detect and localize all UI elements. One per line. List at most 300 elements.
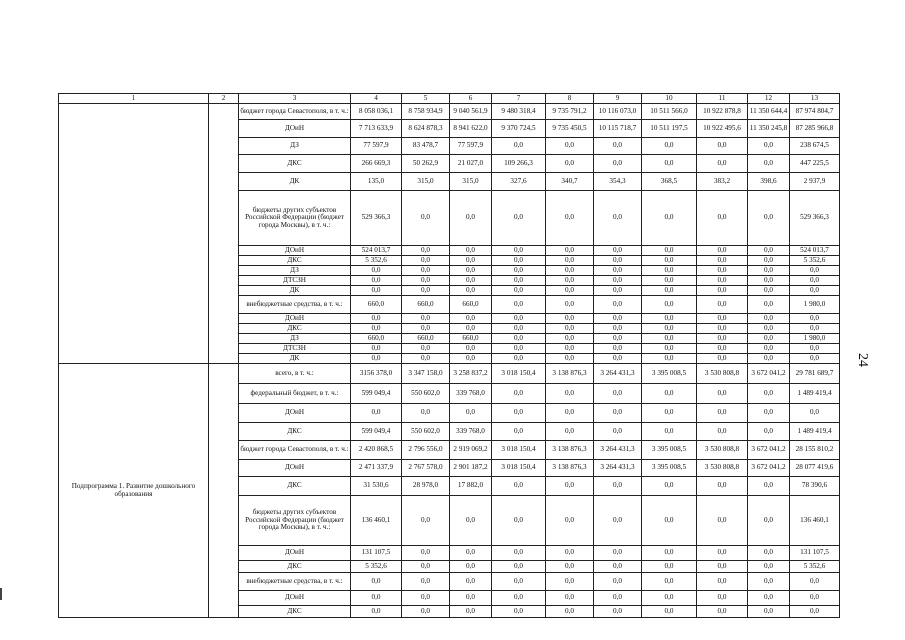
year-value-cell: 0,0	[492, 477, 546, 496]
year-value-cell: 266 669,3	[351, 155, 402, 173]
funding-source-cell: ДКС	[239, 561, 351, 573]
year-value-cell: 0,0	[748, 334, 790, 344]
year-value-cell: 0,0	[546, 138, 594, 155]
year-value-cell: 0,0	[546, 561, 594, 573]
year-value-cell: 0,0	[697, 496, 748, 546]
program-name-cell	[59, 104, 209, 364]
year-value-cell: 0,0	[697, 354, 748, 364]
year-value-cell: 0,0	[402, 246, 450, 256]
total-value-cell: 0,0	[790, 573, 840, 591]
year-value-cell: 529 366,3	[351, 191, 402, 246]
year-value-cell: 77 597,9	[450, 138, 492, 155]
year-value-cell: 0,0	[492, 606, 546, 618]
year-value-cell: 3 530 808,8	[697, 364, 748, 384]
year-value-cell: 0,0	[492, 276, 546, 286]
year-value-cell: 0,0	[546, 404, 594, 423]
year-value-cell: 0,0	[697, 561, 748, 573]
year-value-cell: 0,0	[402, 546, 450, 561]
funding-source-cell: ДОиН	[239, 404, 351, 423]
year-value-cell: 0,0	[351, 591, 402, 606]
year-value-cell: 0,0	[492, 314, 546, 324]
year-value-cell: 0,0	[697, 324, 748, 334]
year-value-cell: 3 138 876,3	[546, 460, 594, 477]
year-value-cell: 0,0	[594, 404, 642, 423]
year-value-cell: 0,0	[492, 354, 546, 364]
year-value-cell: 0,0	[402, 324, 450, 334]
total-value-cell: 524 013,7	[790, 246, 840, 256]
header-cell: 9	[594, 94, 642, 104]
year-value-cell: 0,0	[594, 324, 642, 334]
header-cell: 12	[748, 94, 790, 104]
year-value-cell: 0,0	[402, 286, 450, 296]
year-value-cell: 0,0	[546, 334, 594, 344]
year-value-cell: 0,0	[546, 546, 594, 561]
total-value-cell: 1 980,0	[790, 334, 840, 344]
total-value-cell: 5 352,6	[790, 561, 840, 573]
year-value-cell: 0,0	[450, 496, 492, 546]
year-value-cell: 77 597,9	[351, 138, 402, 155]
year-value-cell: 8 758 934,9	[402, 104, 450, 120]
year-value-cell: 0,0	[450, 286, 492, 296]
year-value-cell: 0,0	[546, 155, 594, 173]
total-value-cell: 1 489 419,4	[790, 423, 840, 441]
header-cell: 6	[450, 94, 492, 104]
year-value-cell: 0,0	[492, 496, 546, 546]
funding-source-cell: всего, в т. ч.:	[239, 364, 351, 384]
year-value-cell: 0,0	[697, 423, 748, 441]
funding-source-cell: бюджеты других субъектов Российской Федерации (бюджет города Москвы), в т. ч.:	[239, 191, 351, 246]
year-value-cell: 131 107,5	[351, 546, 402, 561]
year-value-cell: 0,0	[492, 296, 546, 314]
total-value-cell: 0,0	[790, 314, 840, 324]
year-value-cell: 0,0	[642, 404, 697, 423]
year-value-cell: 368,5	[642, 173, 697, 191]
year-value-cell: 0,0	[546, 496, 594, 546]
year-value-cell: 0,0	[594, 344, 642, 354]
year-value-cell: 0,0	[450, 561, 492, 573]
year-value-cell: 5 352,6	[351, 561, 402, 573]
year-value-cell: 0,0	[594, 155, 642, 173]
year-value-cell: 0,0	[402, 191, 450, 246]
year-value-cell: 0,0	[450, 546, 492, 561]
year-value-cell: 0,0	[642, 191, 697, 246]
year-value-cell: 0,0	[642, 286, 697, 296]
year-value-cell: 0,0	[748, 423, 790, 441]
funding-source-cell: ДТСЗН	[239, 344, 351, 354]
year-value-cell: 9 040 561,9	[450, 104, 492, 120]
year-value-cell: 28 978,0	[402, 477, 450, 496]
funding-source-cell: ДОиН	[239, 246, 351, 256]
total-value-cell: 5 352,6	[790, 256, 840, 266]
year-value-cell: 3 672 041,2	[748, 364, 790, 384]
funding-source-cell: ДКС	[239, 256, 351, 266]
year-value-cell: 0,0	[594, 477, 642, 496]
year-value-cell: 0,0	[594, 384, 642, 404]
year-value-cell: 0,0	[594, 546, 642, 561]
year-value-cell: 0,0	[697, 276, 748, 286]
funding-source-cell: бюджет города Севастополя, в т. ч.:	[239, 441, 351, 460]
year-value-cell: 0,0	[546, 606, 594, 618]
year-value-cell: 0,0	[748, 344, 790, 354]
year-value-cell: 0,0	[351, 404, 402, 423]
year-value-cell: 0,0	[697, 314, 748, 324]
year-value-cell: 9 480 318,4	[492, 104, 546, 120]
funding-source-cell: ДК	[239, 173, 351, 191]
total-value-cell: 136 460,1	[790, 496, 840, 546]
year-value-cell: 17 882,0	[450, 477, 492, 496]
year-value-cell: 0,0	[402, 404, 450, 423]
year-value-cell: 8 624 878,3	[402, 120, 450, 138]
year-value-cell: 0,0	[748, 477, 790, 496]
year-value-cell: 0,0	[748, 314, 790, 324]
year-value-cell: 3 347 158,0	[402, 364, 450, 384]
year-value-cell: 0,0	[546, 276, 594, 286]
year-value-cell: 0,0	[642, 477, 697, 496]
header-cell: 10	[642, 94, 697, 104]
year-value-cell: 0,0	[697, 573, 748, 591]
year-value-cell: 0,0	[594, 256, 642, 266]
funding-source-cell: ДК	[239, 286, 351, 296]
year-value-cell: 0,0	[594, 423, 642, 441]
year-value-cell: 0,0	[492, 191, 546, 246]
year-value-cell: 0,0	[642, 561, 697, 573]
year-value-cell: 354,3	[594, 173, 642, 191]
total-value-cell: 529 366,3	[790, 191, 840, 246]
year-value-cell: 0,0	[351, 573, 402, 591]
year-value-cell: 0,0	[546, 286, 594, 296]
year-value-cell: 2 901 187,2	[450, 460, 492, 477]
year-value-cell: 3 018 150,4	[492, 441, 546, 460]
total-value-cell: 0,0	[790, 276, 840, 286]
year-value-cell: 315,0	[402, 173, 450, 191]
year-value-cell: 0,0	[697, 591, 748, 606]
year-value-cell: 550 602,0	[402, 384, 450, 404]
year-value-cell: 0,0	[402, 606, 450, 618]
total-value-cell: 0,0	[790, 324, 840, 334]
year-value-cell: 0,0	[492, 246, 546, 256]
year-value-cell: 0,0	[546, 246, 594, 256]
year-value-cell: 0,0	[642, 324, 697, 334]
year-value-cell: 0,0	[351, 314, 402, 324]
header-cell: 3	[239, 94, 351, 104]
year-value-cell: 0,0	[697, 344, 748, 354]
program-name-cell: Подпрограмма 1. Развитие дошкольного образования	[59, 364, 209, 618]
year-value-cell: 0,0	[642, 546, 697, 561]
year-value-cell: 0,0	[546, 324, 594, 334]
year-value-cell: 0,0	[450, 266, 492, 276]
year-value-cell: 0,0	[546, 384, 594, 404]
year-value-cell: 0,0	[748, 354, 790, 364]
funding-source-cell: ДОиН	[239, 546, 351, 561]
year-value-cell: 0,0	[642, 155, 697, 173]
year-value-cell: 0,0	[594, 561, 642, 573]
funding-source-cell: внебюджетные средства, в т. ч.:	[239, 573, 351, 591]
year-value-cell: 383,2	[697, 173, 748, 191]
year-value-cell: 3 530 808,8	[697, 460, 748, 477]
year-value-cell: 0,0	[594, 606, 642, 618]
funding-source-cell: ДОиН	[239, 591, 351, 606]
year-value-cell: 0,0	[642, 256, 697, 266]
year-value-cell: 315,0	[450, 173, 492, 191]
year-value-cell: 3 264 431,3	[594, 364, 642, 384]
header-cell: 4	[351, 94, 402, 104]
total-value-cell: 0,0	[790, 286, 840, 296]
year-value-cell: 3 672 041,2	[748, 441, 790, 460]
year-value-cell: 599 049,4	[351, 384, 402, 404]
year-value-cell: 0,0	[748, 496, 790, 546]
funding-source-cell: бюджет города Севастополя, в т. ч.:	[239, 104, 351, 120]
year-value-cell: 0,0	[546, 266, 594, 276]
year-value-cell: 9 370 724,5	[492, 120, 546, 138]
year-value-cell: 0,0	[697, 384, 748, 404]
year-value-cell: 0,0	[642, 276, 697, 286]
year-value-cell: 0,0	[642, 606, 697, 618]
year-value-cell: 0,0	[594, 591, 642, 606]
year-value-cell: 0,0	[450, 344, 492, 354]
year-value-cell: 524 013,7	[351, 246, 402, 256]
total-value-cell: 0,0	[790, 354, 840, 364]
total-value-cell: 1 489 419,4	[790, 384, 840, 404]
year-value-cell: 0,0	[594, 496, 642, 546]
year-value-cell: 0,0	[642, 354, 697, 364]
year-value-cell: 0,0	[697, 334, 748, 344]
funding-source-cell: ДТСЗН	[239, 276, 351, 286]
funding-source-cell: бюджеты других субъектов Российской Федерации (бюджет города Москвы), в т. ч.:	[239, 496, 351, 546]
year-value-cell: 2 919 069,2	[450, 441, 492, 460]
year-value-cell: 0,0	[351, 276, 402, 286]
year-value-cell: 10 511 197,5	[642, 120, 697, 138]
funding-source-cell: ДК	[239, 354, 351, 364]
year-value-cell: 3 264 431,3	[594, 441, 642, 460]
year-value-cell: 0,0	[492, 546, 546, 561]
year-value-cell: 0,0	[748, 138, 790, 155]
funding-source-cell: ДОиН	[239, 314, 351, 324]
funding-source-cell: внебюджетные средства, в т. ч.:	[239, 296, 351, 314]
funding-source-cell: ДКС	[239, 324, 351, 334]
year-value-cell: 50 262,9	[402, 155, 450, 173]
budget-table	[58, 93, 840, 618]
year-value-cell: 10 922 495,6	[697, 120, 748, 138]
header-row	[59, 94, 840, 104]
year-value-cell: 8 941 622,0	[450, 120, 492, 138]
year-value-cell: 0,0	[492, 384, 546, 404]
year-value-cell: 0,0	[697, 191, 748, 246]
year-value-cell: 0,0	[546, 591, 594, 606]
year-value-cell: 0,0	[642, 591, 697, 606]
year-value-cell: 0,0	[748, 296, 790, 314]
year-value-cell: 2 796 556,0	[402, 441, 450, 460]
year-value-cell: 599 049,4	[351, 423, 402, 441]
column-2-cell	[209, 104, 239, 364]
year-value-cell: 0,0	[748, 384, 790, 404]
funding-source-cell: ДЗ	[239, 138, 351, 155]
year-value-cell: 0,0	[748, 404, 790, 423]
year-value-cell: 339 768,0	[450, 423, 492, 441]
year-value-cell: 0,0	[594, 246, 642, 256]
total-value-cell: 1 980,0	[790, 296, 840, 314]
year-value-cell: 10 115 718,7	[594, 120, 642, 138]
year-value-cell: 3 018 150,4	[492, 364, 546, 384]
header-cell: 2	[209, 94, 239, 104]
year-value-cell: 8 058 036,1	[351, 104, 402, 120]
year-value-cell: 0,0	[450, 354, 492, 364]
year-value-cell: 0,0	[351, 324, 402, 334]
year-value-cell: 3 138 876,3	[546, 441, 594, 460]
year-value-cell: 0,0	[697, 256, 748, 266]
year-value-cell: 660,0	[450, 334, 492, 344]
total-value-cell: 87 974 804,7	[790, 104, 840, 120]
total-value-cell: 0,0	[790, 344, 840, 354]
year-value-cell: 0,0	[748, 256, 790, 266]
year-value-cell: 0,0	[546, 256, 594, 266]
scan-margin-mark	[0, 588, 2, 600]
year-value-cell: 0,0	[642, 496, 697, 546]
year-value-cell: 0,0	[594, 573, 642, 591]
year-value-cell: 0,0	[402, 561, 450, 573]
year-value-cell: 0,0	[492, 573, 546, 591]
column-2-cell	[209, 364, 239, 618]
year-value-cell: 109 266,3	[492, 155, 546, 173]
year-value-cell: 0,0	[450, 591, 492, 606]
year-value-cell: 136 460,1	[351, 496, 402, 546]
total-value-cell: 238 674,5	[790, 138, 840, 155]
year-value-cell: 0,0	[546, 191, 594, 246]
year-value-cell: 2 767 578,0	[402, 460, 450, 477]
year-value-cell: 0,0	[546, 354, 594, 364]
year-value-cell: 3 672 041,2	[748, 460, 790, 477]
year-value-cell: 0,0	[492, 423, 546, 441]
year-value-cell: 3 018 150,4	[492, 460, 546, 477]
funding-source-cell: федеральный бюджет, в т. ч.:	[239, 384, 351, 404]
year-value-cell: 0,0	[402, 496, 450, 546]
header-cell: 7	[492, 94, 546, 104]
year-value-cell: 0,0	[450, 573, 492, 591]
year-value-cell: 0,0	[642, 314, 697, 324]
total-value-cell: 87 285 966,8	[790, 120, 840, 138]
year-value-cell: 0,0	[402, 256, 450, 266]
year-value-cell: 0,0	[492, 561, 546, 573]
year-value-cell: 0,0	[697, 155, 748, 173]
year-value-cell: 0,0	[546, 344, 594, 354]
year-value-cell: 11 350 644,4	[748, 104, 790, 120]
year-value-cell: 0,0	[748, 155, 790, 173]
year-value-cell: 0,0	[642, 334, 697, 344]
year-value-cell: 3 530 808,8	[697, 441, 748, 460]
total-value-cell: 131 107,5	[790, 546, 840, 561]
year-value-cell: 327,6	[492, 173, 546, 191]
year-value-cell: 0,0	[642, 296, 697, 314]
year-value-cell: 3 395 008,5	[642, 441, 697, 460]
year-value-cell: 0,0	[642, 344, 697, 354]
year-value-cell: 0,0	[492, 286, 546, 296]
year-value-cell: 0,0	[450, 256, 492, 266]
year-value-cell: 5 352,6	[351, 256, 402, 266]
year-value-cell: 0,0	[402, 276, 450, 286]
total-value-cell: 0,0	[790, 266, 840, 276]
year-value-cell: 0,0	[594, 314, 642, 324]
year-value-cell: 550 602,0	[402, 423, 450, 441]
year-value-cell: 0,0	[642, 266, 697, 276]
year-value-cell: 660,0	[402, 296, 450, 314]
year-value-cell: 21 027,0	[450, 155, 492, 173]
year-value-cell: 0,0	[402, 573, 450, 591]
year-value-cell: 0,0	[697, 606, 748, 618]
year-value-cell: 0,0	[402, 354, 450, 364]
year-value-cell: 0,0	[748, 573, 790, 591]
year-value-cell: 0,0	[642, 384, 697, 404]
year-value-cell: 9 735 450,5	[546, 120, 594, 138]
year-value-cell: 340,7	[546, 173, 594, 191]
year-value-cell: 0,0	[492, 324, 546, 334]
year-value-cell: 0,0	[546, 314, 594, 324]
year-value-cell: 0,0	[642, 138, 697, 155]
funding-source-cell: ДКС	[239, 423, 351, 441]
year-value-cell: 0,0	[594, 266, 642, 276]
year-value-cell: 0,0	[642, 423, 697, 441]
year-value-cell: 0,0	[748, 266, 790, 276]
year-value-cell: 0,0	[697, 246, 748, 256]
funding-source-cell: ДКС	[239, 606, 351, 618]
total-value-cell: 78 390,6	[790, 477, 840, 496]
year-value-cell: 0,0	[748, 591, 790, 606]
year-value-cell: 0,0	[492, 266, 546, 276]
year-value-cell: 7 713 633,9	[351, 120, 402, 138]
year-value-cell: 0,0	[402, 314, 450, 324]
year-value-cell: 0,0	[697, 546, 748, 561]
header-cell: 1	[59, 94, 209, 104]
year-value-cell: 2 420 868,5	[351, 441, 402, 460]
year-value-cell: 0,0	[594, 138, 642, 155]
year-value-cell: 0,0	[351, 344, 402, 354]
year-value-cell: 0,0	[748, 276, 790, 286]
year-value-cell: 0,0	[450, 276, 492, 286]
year-value-cell: 0,0	[594, 334, 642, 344]
year-value-cell: 0,0	[748, 286, 790, 296]
year-value-cell: 0,0	[697, 477, 748, 496]
year-value-cell: 0,0	[748, 561, 790, 573]
year-value-cell: 0,0	[492, 334, 546, 344]
year-value-cell: 0,0	[697, 138, 748, 155]
year-value-cell: 135,0	[351, 173, 402, 191]
year-value-cell: 0,0	[594, 276, 642, 286]
total-value-cell: 0,0	[790, 404, 840, 423]
year-value-cell: 83 478,7	[402, 138, 450, 155]
total-value-cell: 28 155 810,2	[790, 441, 840, 460]
total-value-cell: 28 077 419,6	[790, 460, 840, 477]
year-value-cell: 0,0	[594, 191, 642, 246]
year-value-cell: 0,0	[748, 324, 790, 334]
year-value-cell: 0,0	[546, 296, 594, 314]
year-value-cell: 0,0	[642, 573, 697, 591]
year-value-cell: 0,0	[748, 191, 790, 246]
year-value-cell: 3 395 008,5	[642, 460, 697, 477]
year-value-cell: 660,0	[351, 296, 402, 314]
table-row	[59, 104, 840, 120]
year-value-cell: 3 138 876,3	[546, 364, 594, 384]
year-value-cell: 0,0	[594, 296, 642, 314]
year-value-cell: 0,0	[450, 246, 492, 256]
year-value-cell: 0,0	[450, 404, 492, 423]
year-value-cell: 10 511 566,0	[642, 104, 697, 120]
header-cell: 5	[402, 94, 450, 104]
year-value-cell: 660,0	[351, 334, 402, 344]
year-value-cell: 3156 378,0	[351, 364, 402, 384]
year-value-cell: 0,0	[450, 324, 492, 334]
total-value-cell: 29 781 689,7	[790, 364, 840, 384]
year-value-cell: 3 258 837,2	[450, 364, 492, 384]
year-value-cell: 3 264 431,3	[594, 460, 642, 477]
total-value-cell: 0,0	[790, 606, 840, 618]
